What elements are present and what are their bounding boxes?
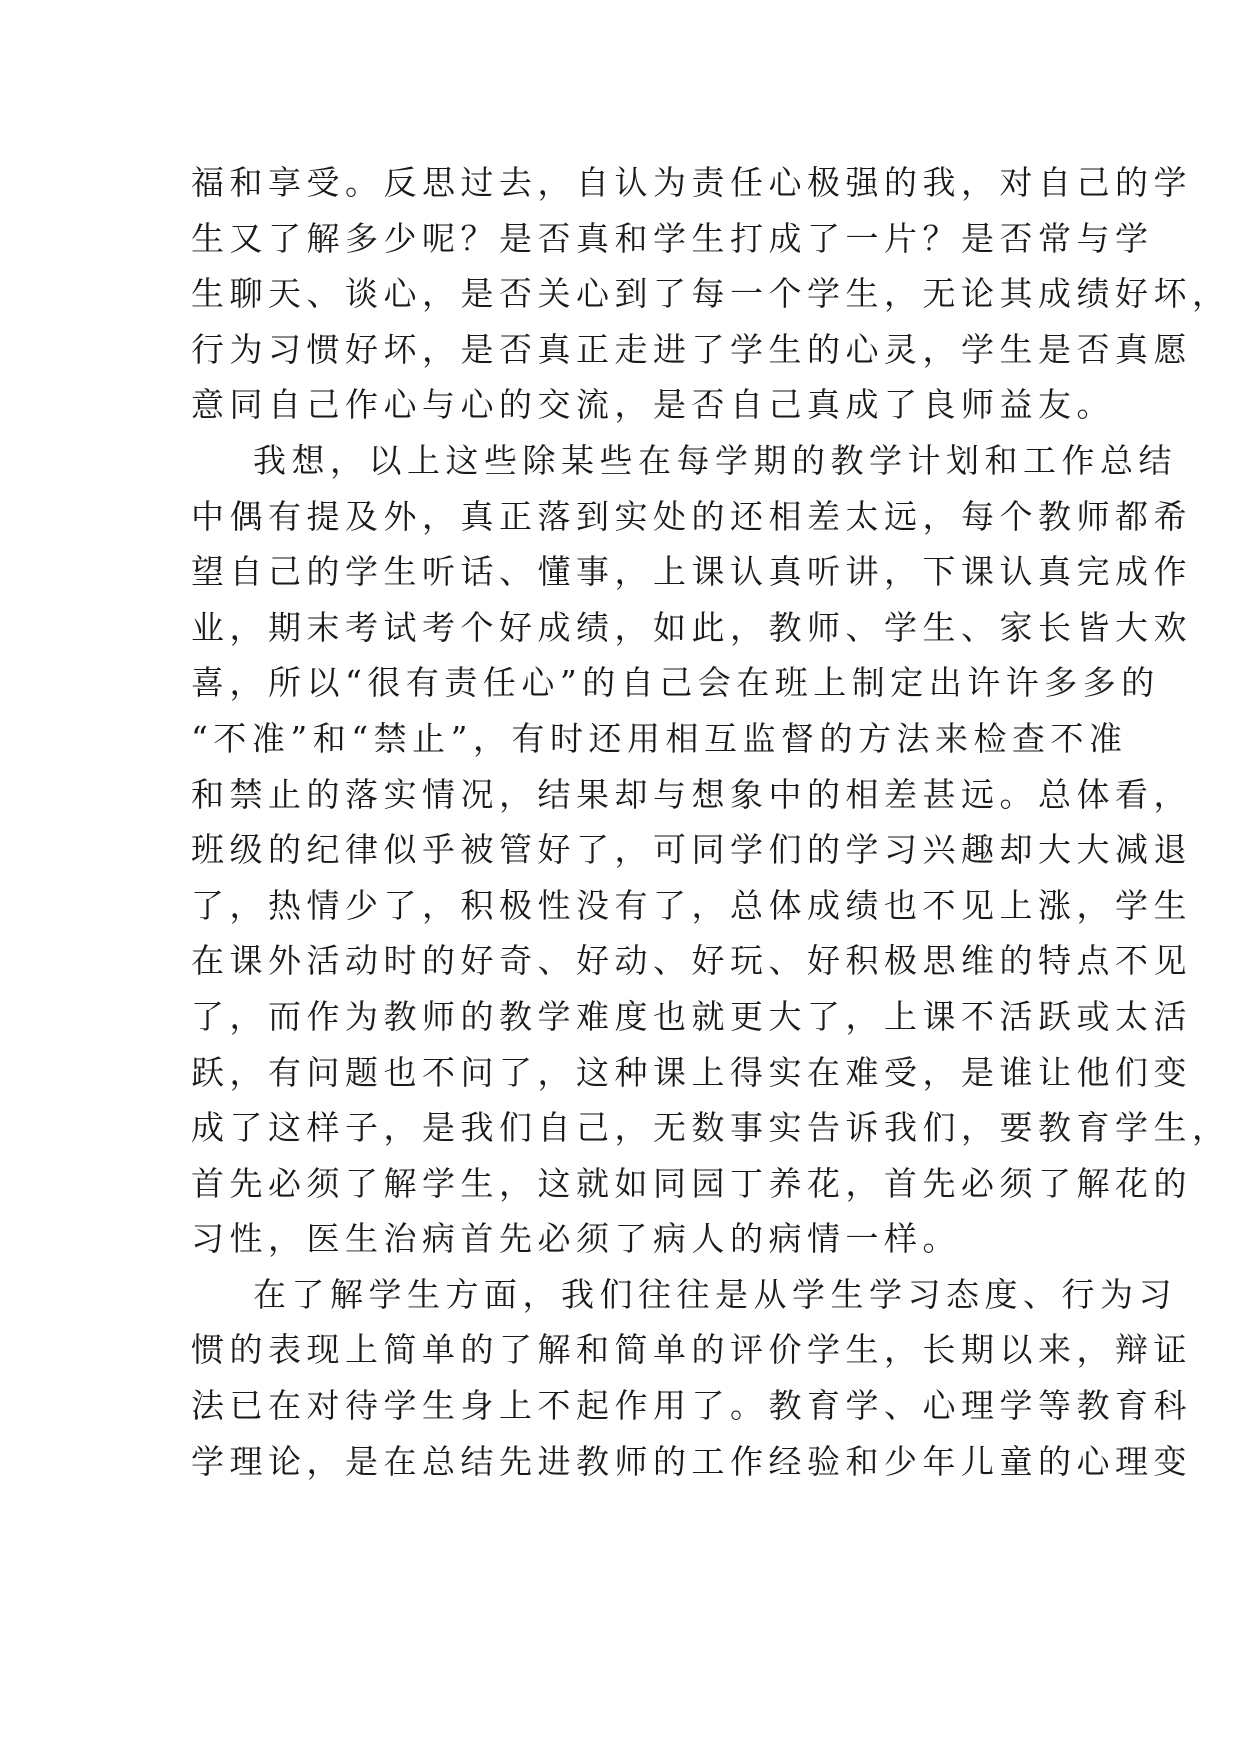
document-body — [191, 155, 1231, 1489]
paragraph-first-line: 在了解学生方面，我们往往是从学生学习态度、行为习 — [253, 1274, 1177, 1314]
text-line: 生聊天、谈心，是否关心到了每一个学生，无论其成绩好坏， — [191, 274, 1231, 314]
text-line: 班级的纪律似乎被管好了，可同学们的学习兴趣却大大减退 — [191, 830, 1192, 870]
text-line: 惯的表现上简单的了解和简单的评价学生，长期以来，辩证 — [191, 1330, 1192, 1370]
text-line: 福和享受。反思过去，自认为责任心极强的我，对自己的学 — [191, 163, 1192, 202]
text-line: 行为习惯好坏，是否真正走进了学生的心灵，学生是否真愿 — [191, 329, 1192, 369]
paragraph-first-line: 我想，以上这些除某些在每学期的教学计划和工作总结 — [253, 440, 1177, 480]
text-line: 在课外活动时的好奇、好动、好玩、好积极思维的特点不见 — [191, 941, 1192, 981]
text-line: 中偶有提及外，真正落到实处的还相差太远，每个教师都希 — [191, 496, 1192, 536]
text-line: 首先必须了解学生，这就如同园丁养花，首先必须了解花的 — [191, 1163, 1192, 1203]
text-line: 意同自己作心与心的交流，是否自己真成了良师益友。 — [191, 385, 1115, 425]
text-line: 了，热情少了，积极性没有了，总体成绩也不见上涨，学生 — [191, 885, 1192, 925]
text-line: 学理论，是在总结先进教师的工作经验和少年儿童的心理变 — [191, 1441, 1192, 1481]
text-line: 生又了解多少呢？是否真和学生打成了一片？是否常与学 — [191, 218, 1154, 258]
text-line: 成了这样子，是我们自己，无数事实告诉我们，要教育学生， — [191, 1108, 1231, 1148]
text-line: 法已在对待学生身上不起作用了。教育学、心理学等教育科 — [191, 1386, 1192, 1426]
text-line: 和禁止的落实情况，结果却与想象中的相差甚远。总体看， — [191, 774, 1192, 814]
text-line: “不准”和“禁止”，有时还用相互监督的方法来检查不准 — [191, 718, 1128, 758]
text-line: 习性，医生治病首先必须了病人的病情一样。 — [191, 1219, 961, 1259]
text-line: 望自己的学生听话、懂事，上课认真听讲，下课认真完成作 — [191, 552, 1192, 592]
text-line: 了，而作为教师的教学难度也就更大了，上课不活跃或太活 — [191, 996, 1192, 1036]
text-line: 业，期末考试考个好成绩，如此，教师、学生、家长皆大欢 — [191, 607, 1192, 647]
text-line: 跃，有问题也不问了，这种课上得实在难受，是谁让他们变 — [191, 1052, 1192, 1092]
text-line: 喜，所以“很有责任心”的自己会在班上制定出许许多多的 — [191, 663, 1160, 703]
